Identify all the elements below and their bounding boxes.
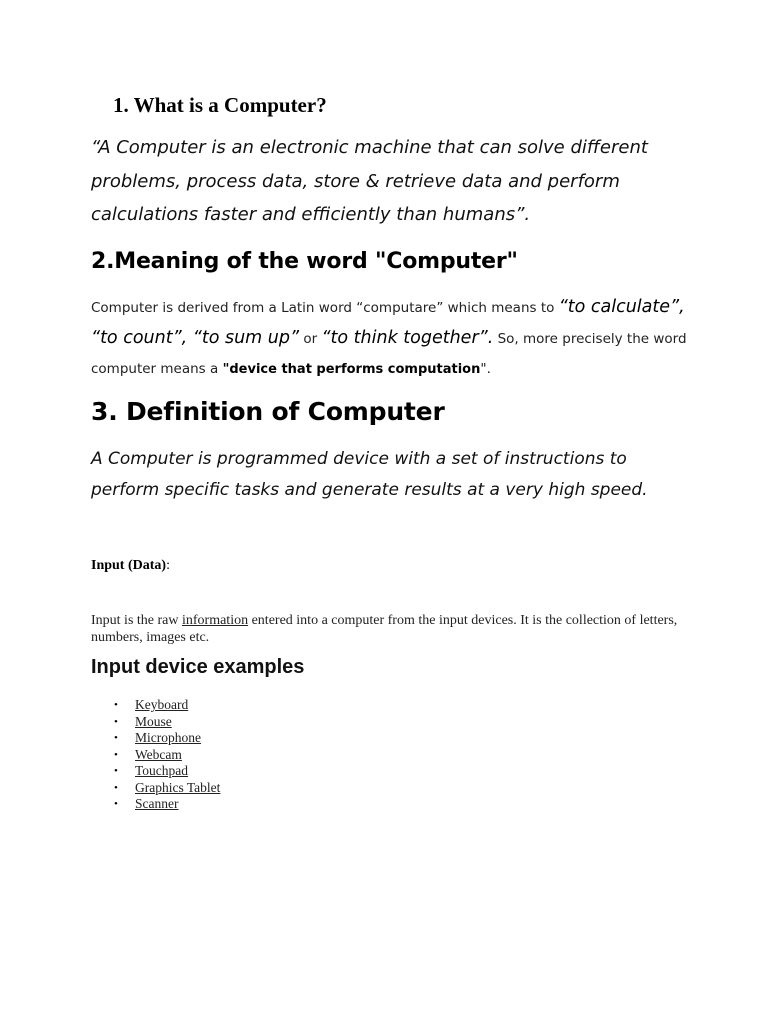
- information-link[interactable]: information: [181, 613, 249, 628]
- input-desc-before: Input is the raw: [91, 613, 182, 628]
- to-sum-up-text: “to sum up”: [192, 328, 300, 348]
- meaning-intro-text: Computer is derived from a Latin word “computare” which means to: [91, 300, 559, 316]
- to-count-text: “to count”: [91, 328, 182, 348]
- list-item: [91, 780, 220, 797]
- bullet-icon: •: [114, 715, 118, 728]
- input-description-paragraph: [91, 612, 691, 646]
- section-1-heading: 1. What is a Computer?: [113, 93, 327, 117]
- bullet-icon: •: [114, 781, 118, 794]
- computer-definition-quote: “A Computer is an electronic machine that can solve different problems, process data, store & retrieve data and perform calculations faster and efficiently than humans”.: [91, 137, 648, 225]
- comma-separator: ,: [181, 328, 193, 348]
- list-item: [91, 730, 220, 747]
- bullet-icon: •: [114, 798, 118, 810]
- section-2-heading: 2.Meaning of the word "Computer": [91, 249, 518, 274]
- input-device-list: [91, 697, 220, 813]
- list-item: [91, 747, 220, 764]
- input-data-heading-colon: :: [166, 558, 170, 573]
- input-device-examples-heading: Input device examples: [91, 656, 305, 678]
- to-calculate-text: “to calculate”: [558, 297, 680, 317]
- device-link-webcam[interactable]: Webcam: [135, 746, 182, 762]
- device-link-microphone[interactable]: Microphone: [135, 730, 201, 745]
- device-computation-phrase: "device that performs computation: [222, 362, 481, 377]
- closing-quote-text: ".: [480, 361, 491, 377]
- device-link-graphics-tablet[interactable]: Graphics Tablet: [135, 779, 221, 795]
- to-think-together-text: “to think together”.: [321, 328, 494, 348]
- word-meaning-paragraph: [91, 292, 691, 385]
- so-precisely-text: So, more precisely the word computer means a: [91, 331, 687, 377]
- list-item: [91, 763, 220, 780]
- bullet-icon: •: [114, 765, 118, 777]
- bullet-icon: •: [114, 748, 118, 761]
- device-link-touchpad[interactable]: Touchpad: [135, 763, 189, 778]
- list-item: [91, 796, 220, 813]
- list-item: [91, 697, 220, 714]
- list-item: [91, 714, 220, 731]
- device-link-keyboard[interactable]: Keyboard: [135, 697, 189, 712]
- bullet-icon: •: [114, 699, 118, 711]
- section-3-heading: 3. Definition of Computer: [91, 397, 445, 426]
- input-data-heading: [91, 558, 170, 574]
- input-desc-after: entered into a computer from the input devices. It is the collection of letters, numbers, images etc.: [91, 613, 678, 645]
- device-link-scanner[interactable]: Scanner: [135, 796, 179, 811]
- comma-separator: ,: [679, 297, 685, 317]
- bullet-icon: •: [114, 732, 118, 744]
- device-link-mouse[interactable]: Mouse: [135, 713, 172, 729]
- input-data-heading-label: Input (Data): [91, 558, 167, 573]
- programmed-device-definition: A Computer is programmed device with a set of instructions to perform specific tasks and generate results at a very high speed.: [91, 449, 648, 500]
- or-text: or: [299, 331, 322, 347]
